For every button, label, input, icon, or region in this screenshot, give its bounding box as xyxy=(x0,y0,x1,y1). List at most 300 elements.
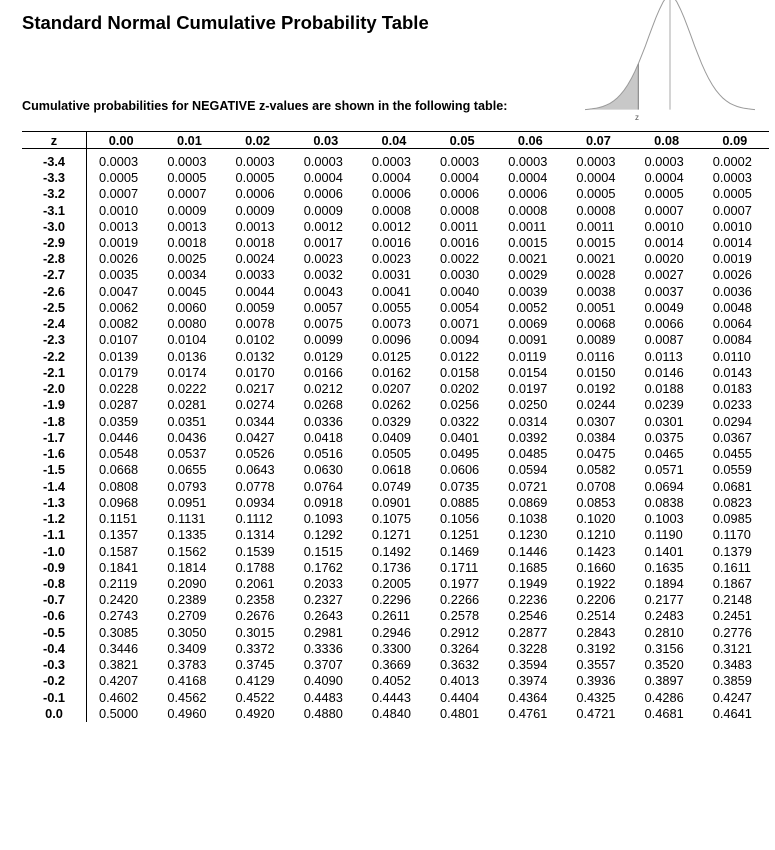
probability-cell: 0.1562 xyxy=(167,543,207,559)
table-row xyxy=(22,640,769,656)
probability-cell: 0.1020 xyxy=(576,510,616,526)
probability-cell: 0.0166 xyxy=(303,364,343,380)
probability-cell: 0.3156 xyxy=(644,640,684,656)
z-value-cell: -1.6 xyxy=(22,445,87,461)
table-row xyxy=(22,267,769,283)
probability-cell: 0.1292 xyxy=(303,527,343,543)
probability-cell: 0.0409 xyxy=(371,429,411,445)
probability-cell: 0.0107 xyxy=(99,332,139,348)
probability-cell: 0.0020 xyxy=(644,251,684,267)
probability-cell: 0.0655 xyxy=(167,462,207,478)
z-value-cell: -1.8 xyxy=(22,413,87,429)
table-row xyxy=(22,608,769,624)
probability-cell: 0.0075 xyxy=(303,316,343,332)
probability-cell: 0.0329 xyxy=(371,413,411,429)
probability-cell: 0.4443 xyxy=(371,689,411,705)
table-row xyxy=(22,429,769,445)
probability-cell: 0.1635 xyxy=(644,559,684,575)
probability-cell: 0.0301 xyxy=(644,413,684,429)
probability-cell: 0.4052 xyxy=(371,673,411,689)
probability-cell: 0.0823 xyxy=(712,494,752,510)
probability-cell: 0.0032 xyxy=(303,267,343,283)
probability-cell: 0.0011 xyxy=(508,218,547,234)
probability-cell: 0.0004 xyxy=(508,169,548,185)
probability-cell: 0.0019 xyxy=(712,251,752,267)
probability-cell: 0.0054 xyxy=(440,300,480,316)
table-row xyxy=(22,381,769,397)
probability-cell: 0.0170 xyxy=(235,364,275,380)
probability-cell: 0.1230 xyxy=(508,527,548,543)
probability-cell: 0.0256 xyxy=(440,397,480,413)
z-value-cell: -2.1 xyxy=(22,364,87,380)
probability-cell: 0.4129 xyxy=(235,673,275,689)
probability-cell: 0.0174 xyxy=(167,364,207,380)
probability-cell: 0.4960 xyxy=(167,705,207,721)
z-value-cell: -3.1 xyxy=(22,202,87,218)
probability-cell: 0.3897 xyxy=(644,673,684,689)
probability-cell: 0.0901 xyxy=(371,494,411,510)
probability-cell: 0.1271 xyxy=(371,527,411,543)
probability-cell: 0.0012 xyxy=(371,218,411,234)
probability-cell: 0.1056 xyxy=(440,510,480,526)
probability-cell: 0.0485 xyxy=(508,446,548,462)
probability-cell: 0.0212 xyxy=(303,381,343,397)
probability-cell: 0.0281 xyxy=(167,397,207,413)
probability-cell: 0.0005 xyxy=(712,186,752,202)
probability-cell: 0.4325 xyxy=(576,689,616,705)
probability-cell: 0.0080 xyxy=(167,316,207,332)
probability-cell: 0.0016 xyxy=(440,234,480,250)
probability-cell: 0.0002 xyxy=(712,153,752,169)
probability-cell: 0.0418 xyxy=(303,429,343,445)
probability-cell: 0.0003 xyxy=(371,153,411,169)
probability-cell: 0.0005 xyxy=(235,169,275,185)
probability-cell: 0.2776 xyxy=(712,624,752,640)
column-header: 0.07 xyxy=(564,132,632,149)
probability-cell: 0.0006 xyxy=(440,186,480,202)
probability-cell: 0.0027 xyxy=(644,267,684,283)
probability-cell: 0.0003 xyxy=(712,169,752,185)
probability-cell: 0.0869 xyxy=(508,494,548,510)
probability-cell: 0.0015 xyxy=(576,234,616,250)
probability-cell: 0.0007 xyxy=(644,202,684,218)
probability-cell: 0.0064 xyxy=(712,316,752,332)
probability-cell: 0.1611 xyxy=(712,559,751,575)
probability-cell: 0.0003 xyxy=(99,153,139,169)
probability-cell: 0.0104 xyxy=(167,332,207,348)
probability-cell: 0.0968 xyxy=(99,494,139,510)
probability-cell: 0.0014 xyxy=(644,234,684,250)
probability-cell: 0.4207 xyxy=(99,673,139,689)
probability-cell: 0.0005 xyxy=(167,169,207,185)
z-value-cell: -1.1 xyxy=(22,527,87,543)
probability-cell: 0.2327 xyxy=(303,592,343,608)
probability-cell: 0.1685 xyxy=(508,559,548,575)
probability-cell: 0.0010 xyxy=(99,202,139,218)
probability-cell: 0.5000 xyxy=(99,705,139,721)
probability-cell: 0.0060 xyxy=(167,300,207,316)
probability-cell: 0.4602 xyxy=(99,689,139,705)
probability-cell: 0.0207 xyxy=(371,381,411,397)
probability-cell: 0.4801 xyxy=(440,705,480,721)
probability-cell: 0.0594 xyxy=(508,462,548,478)
probability-cell: 0.0150 xyxy=(576,364,616,380)
table-row xyxy=(22,283,769,299)
probability-cell: 0.0011 xyxy=(576,218,615,234)
probability-cell: 0.0091 xyxy=(508,332,548,348)
probability-cell: 0.3936 xyxy=(576,673,616,689)
probability-cell: 0.0475 xyxy=(576,446,616,462)
z-value-cell: -1.0 xyxy=(22,543,87,559)
normal-curve-figure xyxy=(585,0,755,122)
probability-cell: 0.0034 xyxy=(167,267,207,283)
probability-cell: 0.0630 xyxy=(303,462,343,478)
z-value-cell: -1.5 xyxy=(22,462,87,478)
table-row xyxy=(22,575,769,591)
table-row xyxy=(22,186,769,202)
probability-cell: 0.3121 xyxy=(712,640,752,656)
probability-cell: 0.0045 xyxy=(167,283,207,299)
probability-cell: 0.1762 xyxy=(303,559,343,575)
probability-cell: 0.0012 xyxy=(303,218,343,234)
probability-cell: 0.0749 xyxy=(371,478,411,494)
probability-cell: 0.4364 xyxy=(508,689,548,705)
column-header: 0.08 xyxy=(633,132,701,149)
probability-cell: 0.0039 xyxy=(508,283,548,299)
probability-cell: 0.2389 xyxy=(167,592,207,608)
probability-cell: 0.1038 xyxy=(508,510,548,526)
probability-cell: 0.0021 xyxy=(576,251,616,267)
z-value-cell: -2.8 xyxy=(22,250,87,266)
probability-cell: 0.1660 xyxy=(576,559,616,575)
probability-cell: 0.0764 xyxy=(303,478,343,494)
probability-cell: 0.0008 xyxy=(576,202,616,218)
probability-cell: 0.0222 xyxy=(167,381,207,397)
table-row xyxy=(22,445,769,461)
probability-cell: 0.0038 xyxy=(576,283,616,299)
probability-cell: 0.0158 xyxy=(440,364,480,380)
probability-cell: 0.0188 xyxy=(644,381,684,397)
probability-cell: 0.0037 xyxy=(644,283,684,299)
z-value-cell: -0.2 xyxy=(22,673,87,689)
probability-cell: 0.2061 xyxy=(235,575,275,591)
z-value-cell: -1.7 xyxy=(22,429,87,445)
column-header: 0.02 xyxy=(224,132,292,149)
probability-cell: 0.0052 xyxy=(508,300,548,316)
probability-cell: 0.0028 xyxy=(576,267,616,283)
probability-cell: 0.0078 xyxy=(235,316,275,332)
z-value-cell: -2.9 xyxy=(22,234,87,250)
probability-cell: 0.0179 xyxy=(99,364,139,380)
z-value-cell: -0.4 xyxy=(22,640,87,656)
probability-cell: 0.3974 xyxy=(508,673,548,689)
probability-cell: 0.0071 xyxy=(440,316,480,332)
probability-cell: 0.0375 xyxy=(644,429,684,445)
probability-cell: 0.1151 xyxy=(99,510,138,526)
table-row xyxy=(22,689,769,705)
table-row xyxy=(22,478,769,494)
probability-cell: 0.0004 xyxy=(371,169,411,185)
probability-cell: 0.3783 xyxy=(167,657,207,673)
probability-cell: 0.0102 xyxy=(235,332,275,348)
z-value-cell: -0.7 xyxy=(22,592,87,608)
z-value-cell: -1.9 xyxy=(22,397,87,413)
table-row xyxy=(22,169,769,185)
probability-cell: 0.1539 xyxy=(235,543,275,559)
probability-cell: 0.0006 xyxy=(371,186,411,202)
table-row xyxy=(22,397,769,413)
probability-cell: 0.2420 xyxy=(99,592,139,608)
table-row xyxy=(22,462,769,478)
probability-cell: 0.0005 xyxy=(99,169,139,185)
probability-cell: 0.4721 xyxy=(576,705,616,721)
column-header: 0.00 xyxy=(87,132,156,149)
table-row xyxy=(22,559,769,575)
probability-cell: 0.0026 xyxy=(712,267,752,283)
z-value-cell: -3.0 xyxy=(22,218,87,234)
probability-cell: 0.4920 xyxy=(235,705,275,721)
probability-cell: 0.4681 xyxy=(644,705,684,721)
z-value-cell: -2.0 xyxy=(22,381,87,397)
probability-cell: 0.0023 xyxy=(303,251,343,267)
table-row xyxy=(22,494,769,510)
z-value-cell: -2.4 xyxy=(22,316,87,332)
probability-cell: 0.0548 xyxy=(99,446,139,462)
probability-cell: 0.0643 xyxy=(235,462,275,478)
probability-cell: 0.2148 xyxy=(712,592,752,608)
probability-cell: 0.0132 xyxy=(235,348,275,364)
probability-cell: 0.0274 xyxy=(235,397,275,413)
probability-cell: 0.3483 xyxy=(712,657,752,673)
table-row xyxy=(22,705,769,721)
probability-cell: 0.2033 xyxy=(303,575,343,591)
probability-cell: 0.0985 xyxy=(712,510,752,526)
probability-cell: 0.1251 xyxy=(440,527,480,543)
probability-cell: 0.0068 xyxy=(576,316,616,332)
probability-cell: 0.2810 xyxy=(644,624,684,640)
probability-cell: 0.3446 xyxy=(99,640,139,656)
probability-cell: 0.3050 xyxy=(167,624,207,640)
probability-cell: 0.3557 xyxy=(576,657,616,673)
table-row xyxy=(22,316,769,332)
table-row xyxy=(22,332,769,348)
probability-cell: 0.0008 xyxy=(371,202,411,218)
table-row xyxy=(22,149,769,170)
probability-cell: 0.0793 xyxy=(167,478,207,494)
probability-cell: 0.2877 xyxy=(508,624,548,640)
probability-cell: 0.3085 xyxy=(99,624,139,640)
probability-cell: 0.1401 xyxy=(644,543,684,559)
probability-cell: 0.0162 xyxy=(371,364,411,380)
probability-cell: 0.0096 xyxy=(371,332,411,348)
probability-cell: 0.4840 xyxy=(371,705,411,721)
probability-cell: 0.1788 xyxy=(235,559,275,575)
probability-cell: 0.1736 xyxy=(371,559,411,575)
probability-cell: 0.1093 xyxy=(303,510,343,526)
probability-cell: 0.2946 xyxy=(371,624,411,640)
probability-cell: 0.0013 xyxy=(235,218,275,234)
probability-cell: 0.0004 xyxy=(303,169,343,185)
probability-cell: 0.0505 xyxy=(371,446,411,462)
table-row xyxy=(22,527,769,543)
table-caption: Cumulative probabilities for NEGATIVE z-values are shown in the following table: xyxy=(22,99,508,113)
table-row xyxy=(22,202,769,218)
z-value-cell: -1.2 xyxy=(22,510,87,526)
probability-cell: 0.0087 xyxy=(644,332,684,348)
probability-cell: 0.0314 xyxy=(508,413,548,429)
table-row xyxy=(22,250,769,266)
probability-cell: 0.0735 xyxy=(440,478,480,494)
probability-cell: 0.0023 xyxy=(371,251,411,267)
probability-cell: 0.0047 xyxy=(99,283,139,299)
z-value-cell: -0.6 xyxy=(22,608,87,624)
probability-cell: 0.0154 xyxy=(508,364,548,380)
table-row xyxy=(22,656,769,672)
probability-cell: 0.0005 xyxy=(576,186,616,202)
probability-cell: 0.1423 xyxy=(576,543,616,559)
probability-cell: 0.1314 xyxy=(235,527,275,543)
probability-cell: 0.0062 xyxy=(99,300,139,316)
probability-cell: 0.0009 xyxy=(167,202,207,218)
probability-cell: 0.1131 xyxy=(167,510,206,526)
probability-cell: 0.0084 xyxy=(712,332,752,348)
z-value-cell: -3.3 xyxy=(22,169,87,185)
probability-cell: 0.4522 xyxy=(235,689,275,705)
probability-cell: 0.2676 xyxy=(235,608,275,624)
probability-cell: 0.0668 xyxy=(99,462,139,478)
probability-cell: 0.0007 xyxy=(99,186,139,202)
probability-cell: 0.0146 xyxy=(644,364,684,380)
probability-cell: 0.0681 xyxy=(712,478,752,494)
probability-cell: 0.1075 xyxy=(371,510,411,526)
probability-cell: 0.0125 xyxy=(371,348,411,364)
column-header: 0.04 xyxy=(360,132,428,149)
probability-cell: 0.0268 xyxy=(303,397,343,413)
column-header: 0.06 xyxy=(496,132,564,149)
probability-cell: 0.0099 xyxy=(303,332,343,348)
z-value-cell: -3.2 xyxy=(22,186,87,202)
probability-cell: 0.3707 xyxy=(303,657,343,673)
probability-cell: 0.0537 xyxy=(167,446,207,462)
probability-cell: 0.0069 xyxy=(508,316,548,332)
probability-cell: 0.4168 xyxy=(167,673,207,689)
probability-cell: 0.0089 xyxy=(576,332,616,348)
probability-cell: 0.0322 xyxy=(440,413,480,429)
probability-cell: 0.0094 xyxy=(440,332,480,348)
probability-cell: 0.0013 xyxy=(167,218,207,234)
probability-cell: 0.3409 xyxy=(167,640,207,656)
probability-cell: 0.3594 xyxy=(508,657,548,673)
probability-cell: 0.0951 xyxy=(167,494,207,510)
probability-cell: 0.0021 xyxy=(508,251,548,267)
probability-cell: 0.1357 xyxy=(99,527,139,543)
probability-cell: 0.3264 xyxy=(440,640,480,656)
probability-cell: 0.2709 xyxy=(167,608,207,624)
probability-cell: 0.3520 xyxy=(644,657,684,673)
probability-cell: 0.0057 xyxy=(303,300,343,316)
probability-cell: 0.3821 xyxy=(99,657,139,673)
probability-cell: 0.0036 xyxy=(712,283,752,299)
probability-cell: 0.0606 xyxy=(440,462,480,478)
probability-cell: 0.1446 xyxy=(508,543,548,559)
z-value-cell: -1.4 xyxy=(22,478,87,494)
probability-cell: 0.0007 xyxy=(167,186,207,202)
probability-cell: 0.2266 xyxy=(440,592,480,608)
probability-cell: 0.2483 xyxy=(644,608,684,624)
probability-cell: 0.4641 xyxy=(712,705,752,721)
probability-cell: 0.1190 xyxy=(644,527,683,543)
probability-cell: 0.0006 xyxy=(303,186,343,202)
probability-cell: 0.0043 xyxy=(303,283,343,299)
probability-cell: 0.0262 xyxy=(371,397,411,413)
probability-cell: 0.0005 xyxy=(644,186,684,202)
probability-cell: 0.2843 xyxy=(576,624,616,640)
probability-cell: 0.0003 xyxy=(644,153,684,169)
probability-cell: 0.0401 xyxy=(440,429,480,445)
probability-cell: 0.0526 xyxy=(235,446,275,462)
probability-cell: 0.0427 xyxy=(235,429,275,445)
probability-cell: 0.2451 xyxy=(712,608,752,624)
probability-cell: 0.0582 xyxy=(576,462,616,478)
probability-cell: 0.0559 xyxy=(712,462,752,478)
probability-cell: 0.0384 xyxy=(576,429,616,445)
column-header: 0.09 xyxy=(701,132,769,149)
probability-cell: 0.0011 xyxy=(440,218,479,234)
probability-cell: 0.0013 xyxy=(99,218,139,234)
probability-cell: 0.1711 xyxy=(440,559,479,575)
probability-cell: 0.0436 xyxy=(167,429,207,445)
probability-cell: 0.0197 xyxy=(508,381,548,397)
probability-cell: 0.0694 xyxy=(644,478,684,494)
probability-cell: 0.1210 xyxy=(576,527,616,543)
probability-cell: 0.0066 xyxy=(644,316,684,332)
probability-cell: 0.0455 xyxy=(712,446,752,462)
probability-cell: 0.0051 xyxy=(576,300,616,316)
probability-cell: 0.2177 xyxy=(644,592,684,608)
probability-cell: 0.0048 xyxy=(712,300,752,316)
z-value-cell: -0.5 xyxy=(22,624,87,640)
probability-cell: 0.0233 xyxy=(712,397,752,413)
probability-cell: 0.0041 xyxy=(371,283,411,299)
probability-cell: 0.4247 xyxy=(712,689,752,705)
probability-cell: 0.3192 xyxy=(576,640,616,656)
probability-cell: 0.0122 xyxy=(440,348,480,364)
probability-cell: 0.3336 xyxy=(303,640,343,656)
probability-cell: 0.3745 xyxy=(235,657,275,673)
probability-cell: 0.2912 xyxy=(440,624,480,640)
probability-cell: 0.0934 xyxy=(235,494,275,510)
probability-cell: 0.0808 xyxy=(99,478,139,494)
table-row xyxy=(22,348,769,364)
table-row xyxy=(22,592,769,608)
page-title: Standard Normal Cumulative Probability Table xyxy=(22,12,429,33)
probability-cell: 0.0129 xyxy=(303,348,343,364)
probability-cell: 0.1515 xyxy=(303,543,343,559)
table-row xyxy=(22,673,769,689)
probability-cell: 0.0033 xyxy=(235,267,275,283)
probability-cell: 0.0708 xyxy=(576,478,616,494)
table-row xyxy=(22,413,769,429)
probability-cell: 0.0059 xyxy=(235,300,275,316)
probability-cell: 0.0006 xyxy=(235,186,275,202)
probability-cell: 0.0009 xyxy=(235,202,275,218)
probability-cell: 0.1867 xyxy=(712,575,752,591)
probability-cell: 0.2546 xyxy=(508,608,548,624)
probability-cell: 0.0006 xyxy=(508,186,548,202)
probability-cell: 0.0004 xyxy=(576,169,616,185)
table-row xyxy=(22,299,769,315)
probability-cell: 0.0838 xyxy=(644,494,684,510)
